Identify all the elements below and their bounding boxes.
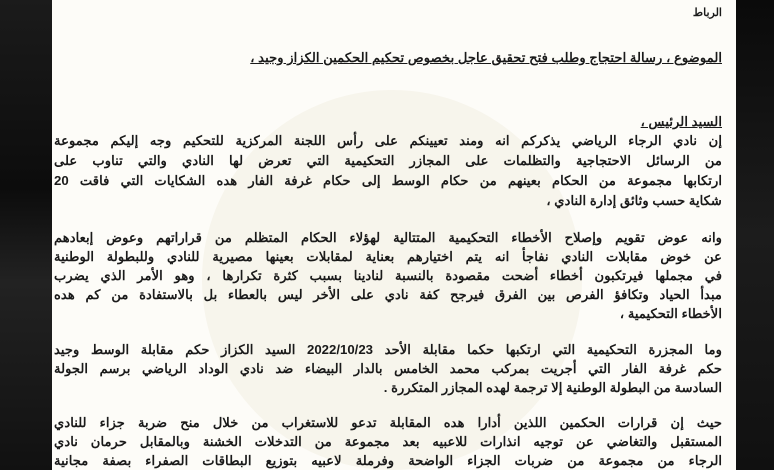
paragraph-line: ارتكابها مجموعة من الحكام بعينهم من حكام الوسط إلى حكام غرفة الفار هده الشكايات التي فاقت 20: [54, 173, 722, 188]
paragraph-line: إن نادي الرجاء الرياضي يذكركم انه ومند تعيينكم على رأس اللجنة المركزية للتحكيم وجه إليكم مجموعة: [54, 133, 722, 148]
letter-city: الرباط: [692, 7, 722, 19]
paragraph-line: المستقبل والتغاضي عن توجيه انذارات للاعبيه بعد مجموعة من التدخلات الخشنة وبالمقابل حرمان نادي: [54, 434, 722, 449]
paragraph-line: حكم غرفة الفار التي أجريت بمركب محمد الخامس بالدار البيضاء ضد نادي الوداد الرياضي برسم الجولة: [54, 361, 722, 376]
paragraph-line: في مجملها فيرتكبون أخطاء أضحت مقصودة بالنسبة لنادينا بسبب كثرة تكرارها ، وهو الأمر الذي يضرب: [54, 268, 722, 283]
paragraph-line: شكاية حسب وثائق إدارة النادي ،: [546, 193, 722, 208]
letter-subject: الموضوع ، رسالة احتجاج وطلب فتح تحقيق عاجل بخصوص تحكيم الحكمين الكزاز وجيد ،: [250, 50, 722, 65]
paragraph-line: الرجاء من مجموعة من ضربات الجزاء الواضحة وفرملة لاعبيه بتوزيع البطاقات الصفراء بصفة مجانية: [54, 453, 722, 468]
paragraph-line: مبدأ الحياد وتكافؤ الفرص بين الفرق فيرجح كفة نادي على الأخر ليس بالعطاء بل بالاستفادة من كم هده: [54, 287, 722, 302]
paragraph-line: حيث إن قرارات الحكمين اللذين أدارا هده المقابلة تدعو للاستغراب من خلال منح ضربة جزاء للنادي: [54, 415, 722, 430]
background-left: [0, 0, 52, 470]
letter-page: [52, 0, 736, 470]
paragraph-line: وانه عوض تقويم وإصلاح الأخطاء التحكيمية المتتالية لهؤلاء الحكام المتظلم من قراراتهم وعوض إبعادهم: [54, 230, 722, 245]
letter-salutation: السيد الرئيس ،: [640, 114, 722, 129]
paragraph-line: عن خوض مقابلات النادي نفاجأ انه يتم اختيارهم بعناية لمقابلات بعينها مصيرية للنادي وللبطولة الوطنية: [54, 249, 722, 264]
paragraph-line: السادسة من البطولة الوطنية إلا ترجمة لهده المجازر المتكررة .: [383, 380, 722, 395]
paragraph-line: من الرسائل الاحتجاجية والتظلمات على المجازر التحكيمية التي تعرض لها النادي والتي تناوب على: [54, 153, 722, 168]
background-right: [736, 0, 774, 470]
paragraph-line: الأخطاء التحكيمية ،: [619, 306, 722, 321]
paragraph-line: وما المجزرة التحكيمية التي ارتكبها حكما مقابلة الأحد 2022/10/23 السيد الكزاز حكم مقابلة الوسط وجيد: [54, 342, 722, 357]
